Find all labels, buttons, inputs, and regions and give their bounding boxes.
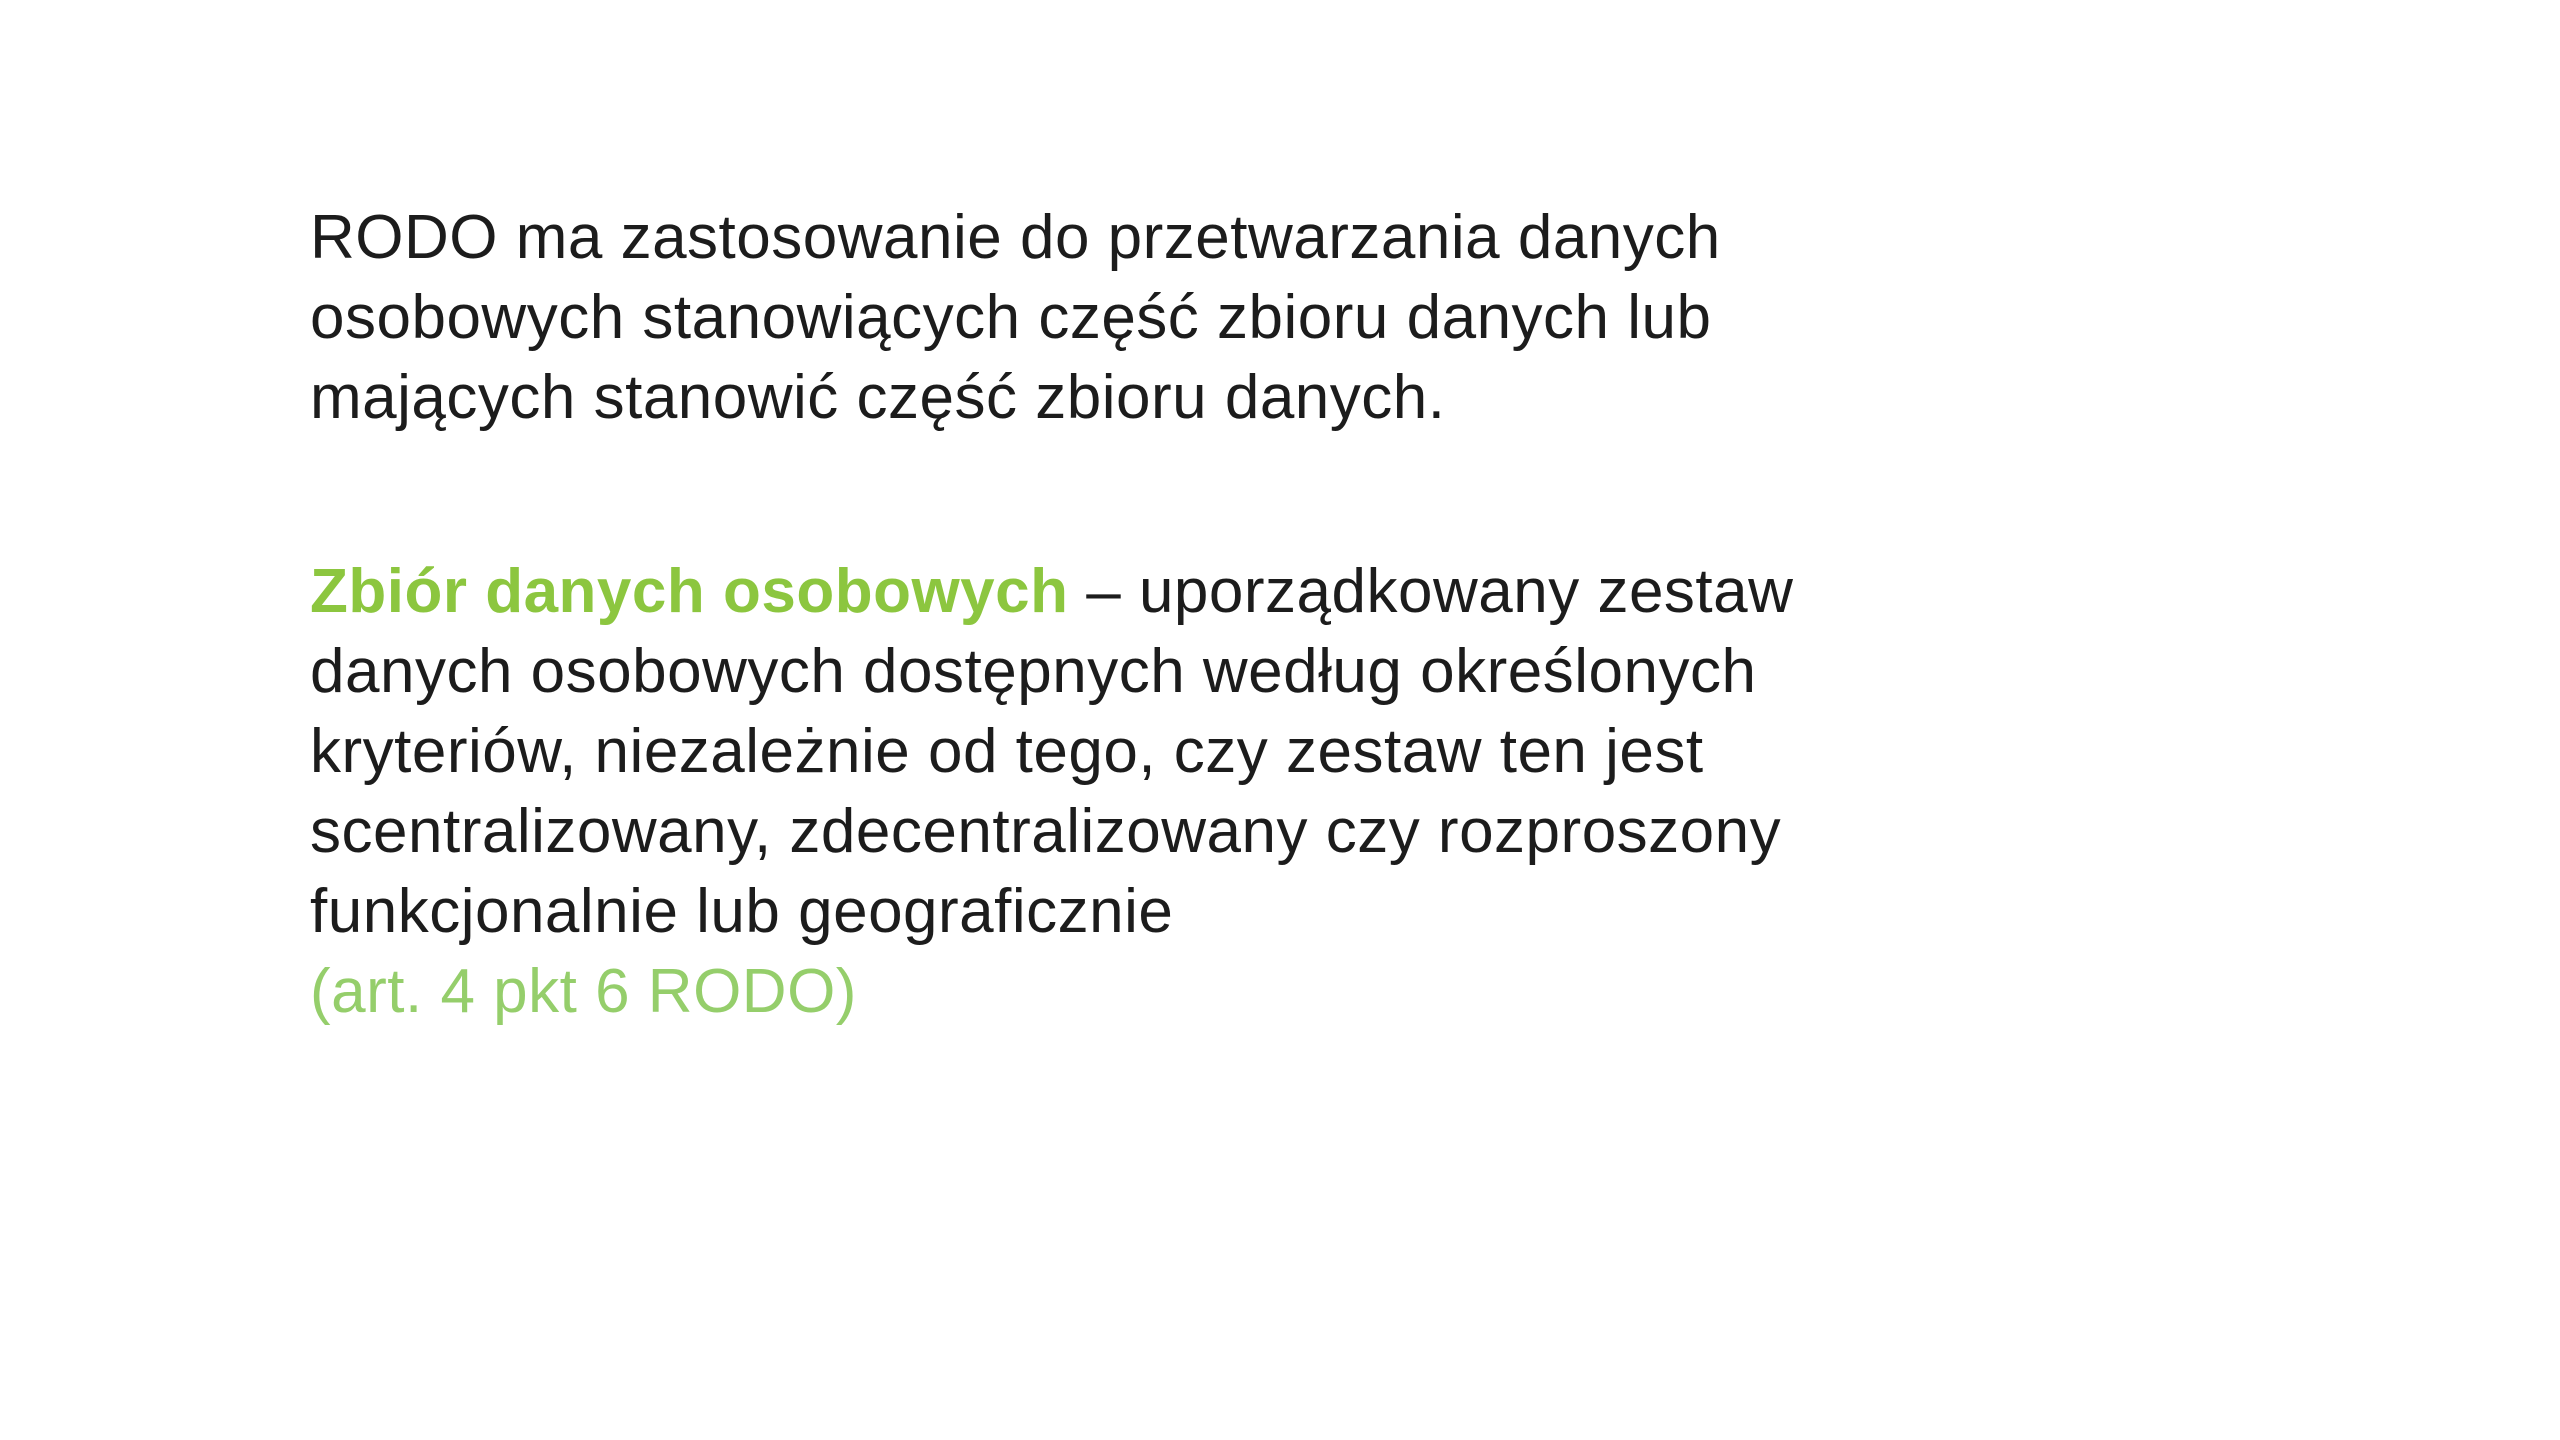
intro-paragraph (310, 198, 1721, 438)
definition-line-1-rest: – uporządkowany zestaw (1068, 557, 1794, 626)
definition-line-3: kryteriów, niezależnie od tego, czy zestaw ten jest (310, 717, 1704, 786)
intro-line-1: RODO ma zastosowanie do przetwarzania danych (310, 203, 1721, 272)
definition-line-4: scentralizowany, zdecentralizowany czy rozproszony (310, 797, 1782, 866)
definition-paragraph (310, 552, 1793, 1032)
legal-citation: (art. 4 pkt 6 RODO) (310, 957, 857, 1026)
definition-line-1 (310, 552, 1793, 632)
definition-line-5: funkcjonalnie lub geograficznie (310, 877, 1174, 946)
intro-line-2: osobowych stanowiących część zbioru danych lub (310, 283, 1712, 352)
definition-term: Zbiór danych osobowych (310, 557, 1069, 626)
definition-line-2: danych osobowych dostępnych według określonych (310, 637, 1757, 706)
intro-line-3: mających stanowić część zbioru danych. (310, 363, 1446, 432)
